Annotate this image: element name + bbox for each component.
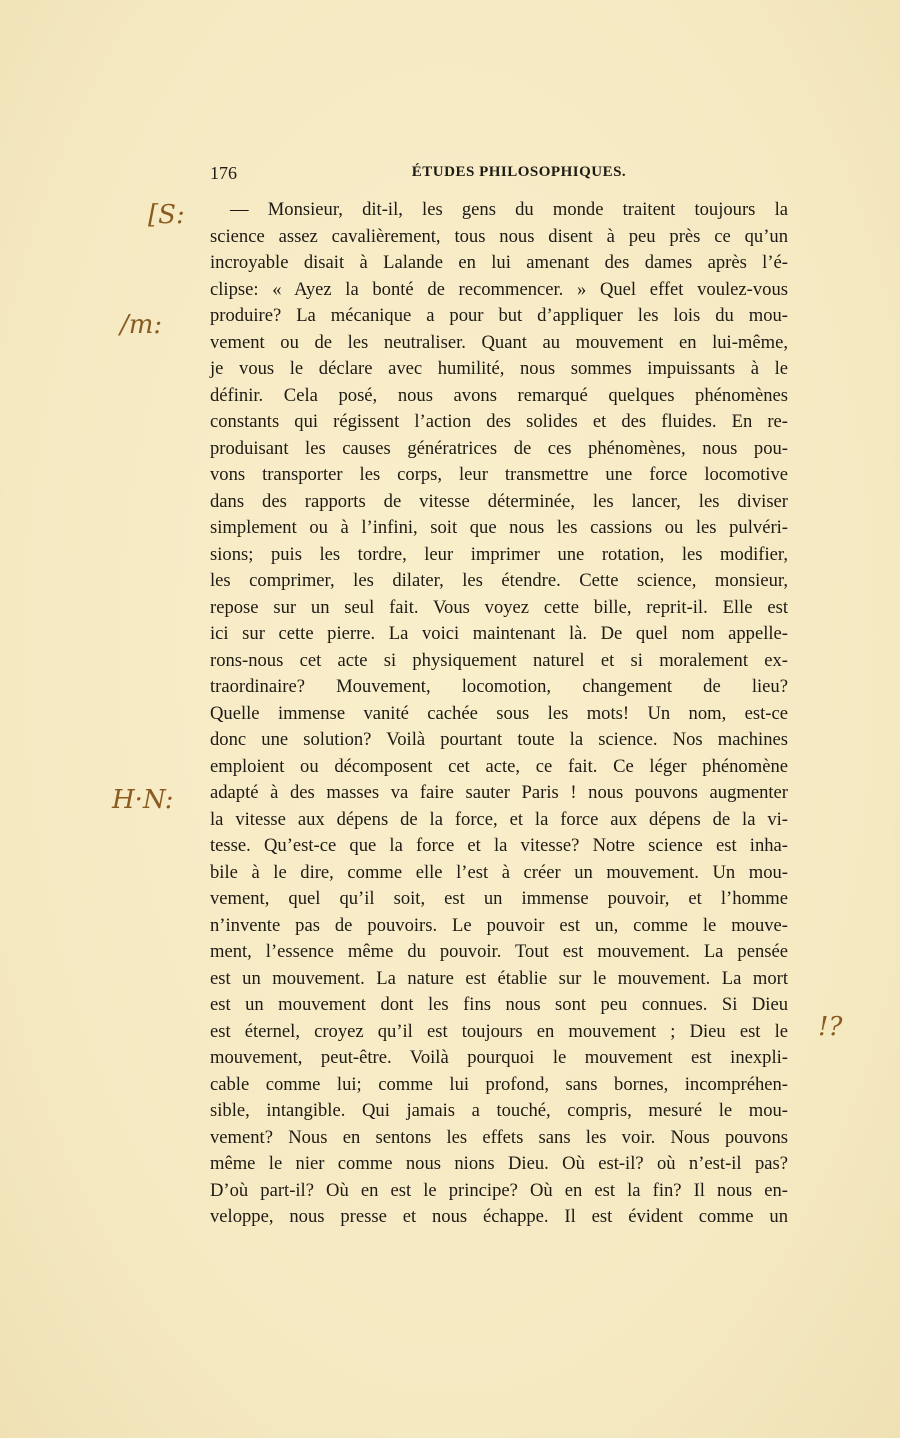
- text-line: la vitesse aux dépens de la force, et la force aux dépens de la vi-: [210, 808, 788, 830]
- text-line: vons transporter les corps, leur transmettre une force locomotive: [210, 464, 788, 485]
- text-line: traordinaire? Mouvement, locomotion, changement de lieu?: [210, 676, 788, 697]
- text-line: sions; puis les tordre, leur imprimer une rotation, les modifier,: [210, 543, 788, 565]
- text-line: D’où part-il? Où en est le principe? Où en est la fin? Il nous en-: [210, 1179, 788, 1201]
- text-line: — Monsieur, dit-il, les gens du monde traitent toujours la: [230, 199, 788, 220]
- text-line: ment, l’essence même du pouvoir. Tout est mouvement. La pensée: [210, 941, 788, 962]
- text-line: science assez cavalièrement, tous nous disent à peu près ce qu’un: [210, 225, 788, 247]
- text-line: définir. Cela posé, nous avons remarqué quelques phénomènes: [210, 384, 788, 406]
- text-line: simplement ou à l’infini, soit que nous les cassions ou les pulvéri-: [210, 517, 788, 538]
- text-line: Quelle immense vanité cachée sous les mots! Un nom, est-ce: [210, 702, 788, 724]
- text-line: adapté à des masses va faire sauter Paris ! nous pouvons augmenter: [210, 782, 788, 803]
- text-line: produire? La mécanique a pour but d’appliquer les lois du mou-: [210, 305, 788, 326]
- text-line: repose sur un seul fait. Vous voyez cette bille, reprit-il. Elle est: [210, 596, 788, 618]
- text-line: sible, intangible. Qui jamais a touché, compris, mesuré le mou-: [210, 1100, 788, 1121]
- margin-annotation: [S:: [148, 200, 185, 230]
- text-line: vement? Nous en sentons les effets sans les voir. Nous pouvons: [210, 1126, 788, 1148]
- text-line: cable comme lui; comme lui profond, sans bornes, incompréhen-: [210, 1073, 788, 1095]
- text-line: rons-nous cet acte si physiquement naturel et si moralement ex-: [210, 649, 788, 671]
- text-line: vement ou de les neutraliser. Quant au mouvement en lui-même,: [210, 331, 788, 353]
- text-line: ici sur cette pierre. La voici maintenant là. De quel nom appelle-: [210, 623, 788, 644]
- text-line: incroyable disait à Lalande en lui amenant des dames après l’é-: [210, 252, 788, 273]
- body-text: [210, 197, 788, 1231]
- text-line: tesse. Qu’est-ce que la force et la vitesse? Notre science est inha-: [210, 835, 788, 856]
- text-line: donc une solution? Voilà pourtant toute la science. Nos machines: [210, 729, 788, 750]
- text-line: produisant les causes génératrices de ces phénomènes, nous pou-: [210, 437, 788, 459]
- margin-annotation: /m:: [120, 310, 163, 340]
- text-line: constants qui régissent l’action des solides et des fluides. En re-: [210, 411, 788, 432]
- text-line: clipse: « Ayez la bonté de recommencer. » Quel effet voulez-vous: [210, 278, 788, 300]
- text-line: même le nier comme nous nions Dieu. Où est-il? où n’est-il pas?: [210, 1153, 788, 1174]
- text-line: est éternel, croyez qu’il est toujours en mouvement ; Dieu est le: [210, 1020, 788, 1042]
- text-line: n’invente pas de pouvoirs. Le pouvoir est un, comme le mouve-: [210, 914, 788, 936]
- page-number: 176: [210, 163, 237, 183]
- text-line: bile à le dire, comme elle l’est à créer un mouvement. Un mou-: [210, 861, 788, 883]
- running-title: ÉTUDES PHILOSOPHIQUES.: [411, 164, 627, 180]
- text-line: est un mouvement dont les fins nous sont peu connues. Si Dieu: [210, 994, 788, 1015]
- text-line: mouvement, peut-être. Voilà pourquoi le mouvement est inexpli-: [210, 1047, 788, 1068]
- page-header: [210, 163, 788, 187]
- text-line: vement, quel qu’il soit, est un immense pouvoir, et l’homme: [210, 888, 788, 909]
- text-line: les comprimer, les dilater, les étendre. Cette science, monsieur,: [210, 570, 788, 591]
- text-line: je vous le déclare avec humilité, nous sommes impuissants à le: [210, 358, 788, 379]
- text-line: est un mouvement. La nature est établie sur le mouvement. La mort: [210, 967, 788, 989]
- margin-annotation: !?: [818, 1012, 843, 1042]
- text-line: veloppe, nous presse et nous échappe. Il est évident comme un: [210, 1206, 788, 1227]
- text-line: emploient ou décomposent cet acte, ce fait. Ce léger phénomène: [210, 755, 788, 777]
- text-line: dans des rapports de vitesse déterminée, les lancer, les diviser: [210, 490, 788, 512]
- margin-annotation: H·N:: [112, 785, 174, 815]
